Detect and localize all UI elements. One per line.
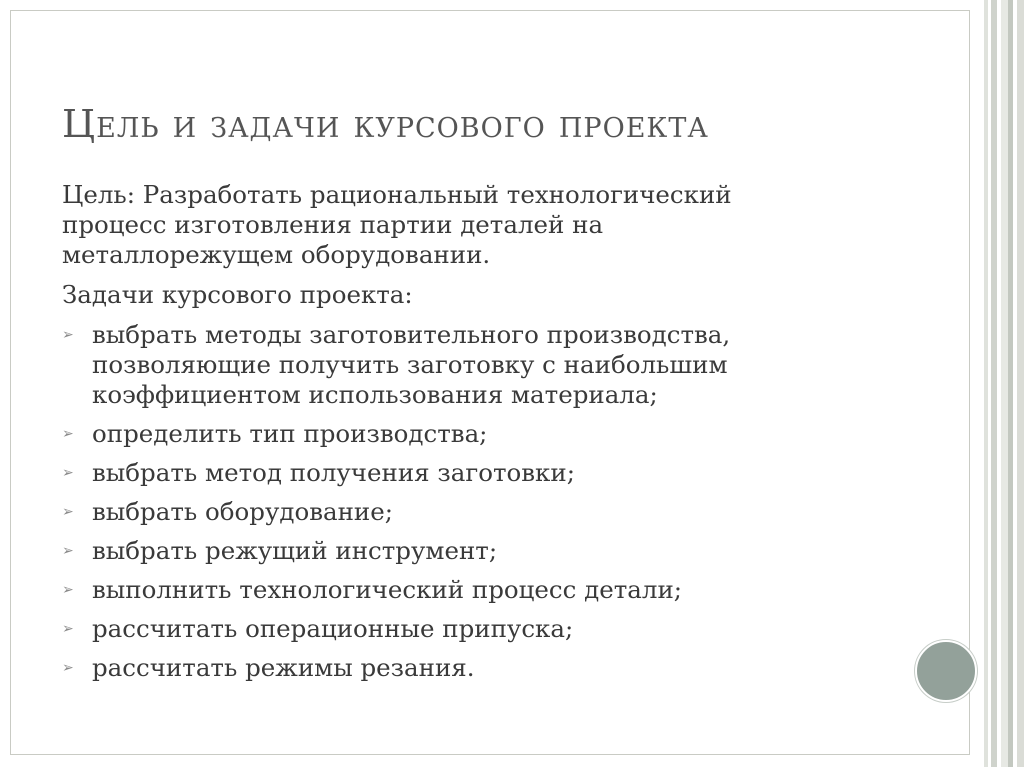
list-item (62, 320, 882, 410)
arrow-bullet-icon: ➢ (62, 504, 74, 520)
tasks-heading: Задачи курсового проекта: (62, 280, 413, 309)
list-item-text: определить тип производства; (92, 419, 488, 448)
list-item (62, 497, 882, 527)
arrow-bullet-icon: ➢ (62, 621, 74, 637)
slide-body (62, 180, 882, 692)
list-item (62, 653, 882, 683)
list-item-text: выбрать методы заготовительного производства, позволяющие получить заготовку с наибольшим коэффициентом использования материала; (92, 320, 731, 409)
arrow-bullet-icon: ➢ (62, 327, 74, 343)
arrow-bullet-icon: ➢ (62, 660, 74, 676)
arrow-bullet-icon: ➢ (62, 582, 74, 598)
list-item-text: выбрать оборудование; (92, 497, 394, 526)
arrow-bullet-icon: ➢ (62, 543, 74, 559)
list-item (62, 575, 882, 605)
list-item-text: рассчитать операционные припуска; (92, 614, 574, 643)
arrow-bullet-icon: ➢ (62, 465, 74, 481)
arrow-bullet-icon: ➢ (62, 426, 74, 442)
list-item-text: выбрать метод получения заготовки; (92, 458, 575, 487)
list-item-text: выбрать режущий инструмент; (92, 536, 498, 565)
list-item-text: выполнить технологический процесс детали; (92, 575, 683, 604)
list-item (62, 614, 882, 644)
tasks-list (62, 320, 882, 683)
list-item (62, 536, 882, 566)
stripe (1017, 0, 1024, 767)
stripe (1001, 0, 1008, 767)
decorative-stripes (984, 0, 1024, 767)
list-item (62, 419, 882, 449)
slide-title: Цель и задачи курсового проекта (62, 102, 709, 146)
decorative-circle (915, 640, 977, 702)
goal-text: Цель: Разработать рациональный технологический процесс изготовления партии деталей на металлорежущем оборудовании. (62, 180, 732, 269)
list-item-text: рассчитать режимы резания. (92, 653, 475, 682)
list-item (62, 458, 882, 488)
